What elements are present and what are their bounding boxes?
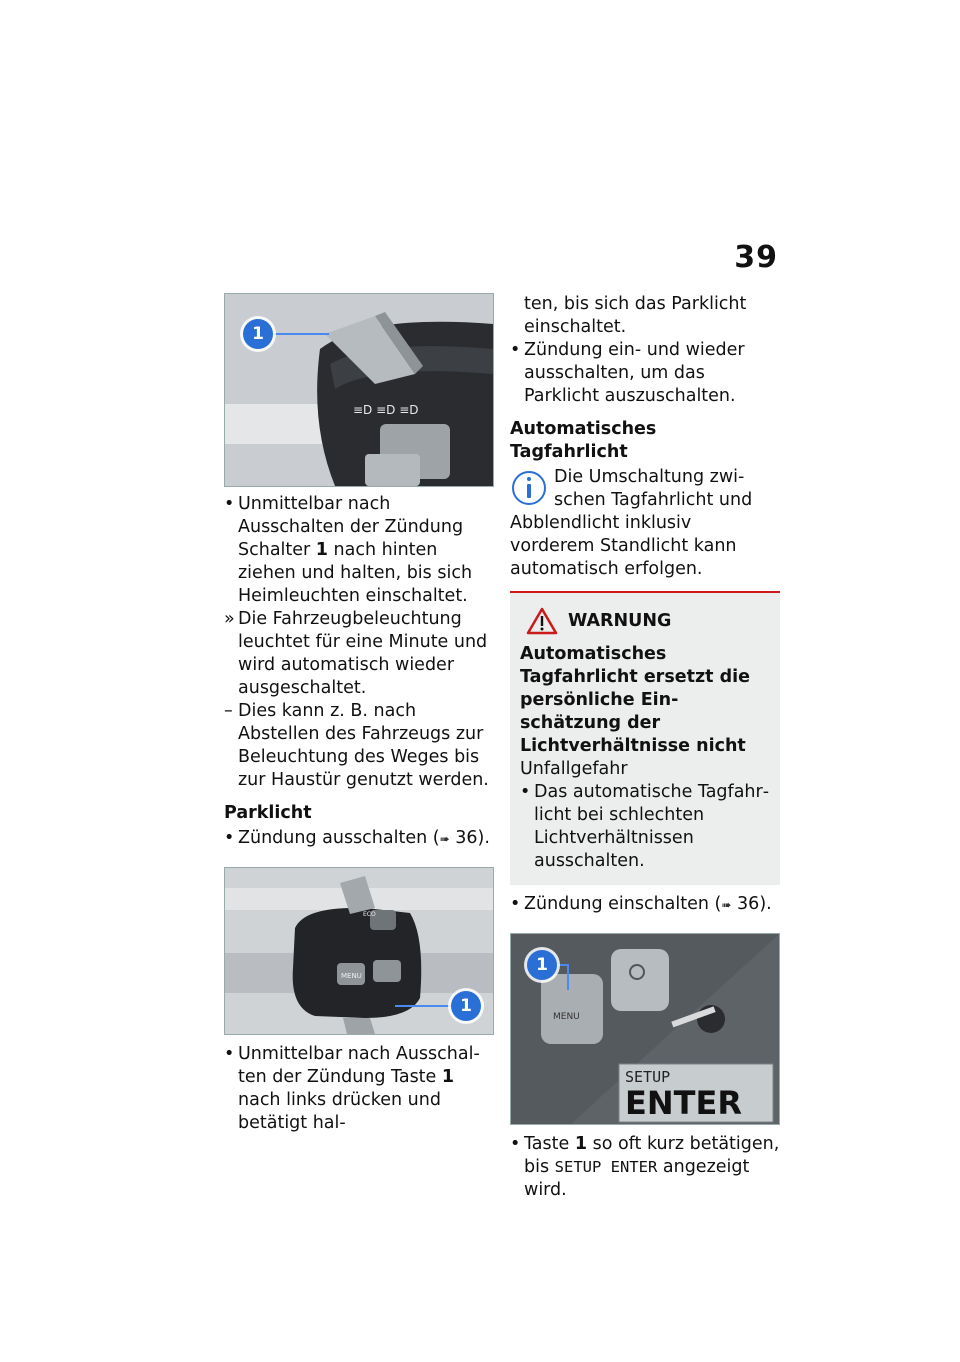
left-column: [224, 293, 494, 1135]
display-text-code: SETUP ENTER: [554, 1158, 658, 1176]
callout-leader-line: [269, 333, 329, 335]
info-icon: [510, 468, 548, 508]
page-number: 39: [734, 240, 778, 275]
photo-handlebar-switch-1: [224, 293, 494, 487]
list-item: • Zündung einschalten (➠ 36).: [510, 894, 772, 914]
warning-headline: Automatisches Tagfahrlicht ersetzt die persönliche Einschätzung der Lichtverhältnisse nicht: [520, 644, 751, 756]
section-heading-tagfahrlicht: Automatisches Tagfahrlicht: [510, 419, 657, 462]
page-ref-arrow-icon: ➠: [721, 898, 732, 912]
warning-box: [510, 591, 780, 885]
svg-text:ENTER: ENTER: [625, 1084, 742, 1122]
svg-text:MENU: MENU: [553, 1012, 580, 1022]
result-item: » Die Fahrzeugbeleuchtung leuchtet für eine Minute und wird automatisch wieder ausgeschaltet.: [224, 609, 488, 698]
page-ref-arrow-icon: ➠: [439, 832, 450, 846]
list-item: • Zündung ausschalten (➠ 36).: [224, 828, 490, 848]
svg-text:MENU: MENU: [341, 972, 362, 980]
warning-title: WARNUNG: [526, 607, 770, 635]
callout-marker: 1: [243, 319, 273, 349]
photo-menu-button-display: [510, 933, 780, 1125]
svg-text:SETUP: SETUP: [625, 1068, 671, 1086]
photo-handlebar-switch-2: [224, 867, 494, 1035]
callout-marker: 1: [527, 950, 557, 980]
list-item: • Taste 1 so oft kurz betätigen, bis SETUP ENTER angezeigt wird.: [510, 1134, 780, 1200]
callout-leader-line: [567, 964, 569, 990]
warning-item: • Das automatische Tagfahrlicht bei schlechten Lichtverhältnissen ausschalten.: [520, 782, 770, 871]
list-item: • Zündung ein- und wieder ausschalten, um das Parklicht auszuschalten.: [510, 340, 745, 406]
svg-text:≡D ≡D ≡D: ≡D ≡D ≡D: [353, 403, 419, 417]
right-column: [510, 293, 780, 1202]
info-note: Die Umschaltung zwischen Tagfahrlicht und Abblendlicht inklusiv vorderem Standlicht kann automatisch erfolgen.: [510, 467, 753, 579]
list-item-continuation: ten, bis sich das Parklicht einschaltet.: [524, 294, 747, 337]
warning-triangle-icon: [526, 607, 558, 635]
warning-risk: Unfallgefahr: [520, 759, 628, 779]
list-item: • Unmittelbar nach Ausschalten der Zündung Taste 1 nach links drücken und betätigt hal-: [224, 1044, 480, 1133]
svg-text:ECO: ECO: [363, 911, 376, 918]
page-reference[interactable]: 36: [455, 828, 478, 848]
section-heading-parklicht: Parklicht: [224, 803, 312, 823]
page-reference[interactable]: 36: [737, 894, 760, 914]
callout-leader-line: [395, 1005, 451, 1007]
note-item: – Dies kann z. B. nach Abstellen des Fahrzeugs zur Beleuchtung des Weges bis zur Haustür genutzt werden.: [224, 701, 489, 790]
callout-marker: 1: [451, 991, 481, 1021]
list-item: • Unmittelbar nach Ausschalten der Zündung Schalter 1 nach hinten ziehen und halten, bis sich Heimleuchten einschaltet.: [224, 494, 473, 606]
